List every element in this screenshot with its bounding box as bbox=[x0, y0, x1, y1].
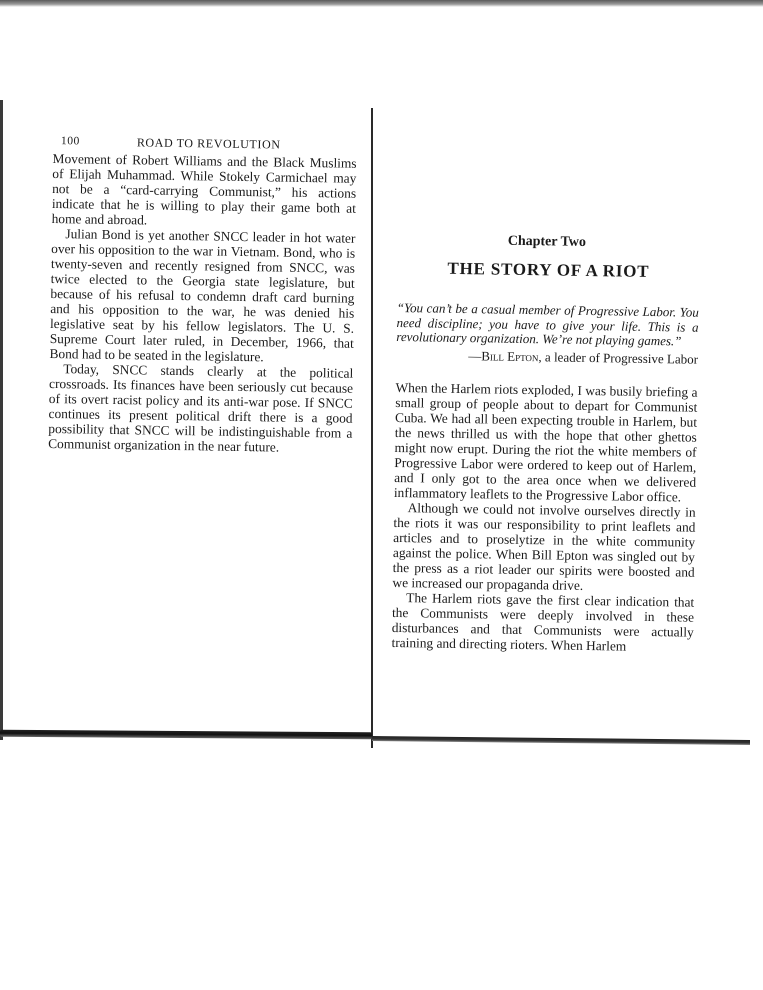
body-paragraph: Although we could not involve ourselves directly in the riots it was our responsibility to print leaflets and articles and to proselytize in the white community against the police. When Bill Epton was singled out by the press as a riot leader our spirits were boosted and we increased our propaganda drive. bbox=[392, 499, 696, 593]
chapter-title: THE STORY OF A RIOT bbox=[447, 258, 650, 281]
scan-left-edge bbox=[0, 100, 3, 740]
attribution-name: Bill Epton bbox=[481, 347, 539, 364]
attribution-role: , a leader of Progressive Labor bbox=[538, 348, 699, 367]
attribution-dash: — bbox=[468, 347, 482, 363]
body-paragraph: The Harlem riots gave the first clear indication that the Communists were deeply involved in these disturbances and that Communists were actually training and directing rioters. When Harlem bbox=[391, 589, 695, 654]
page-number: 100 bbox=[60, 135, 81, 148]
body-paragraph: Today, SNCC stands clearly at the political crossroads. Its finances have been seriously cut because of its overt racist policy and its anti-war pose. If SNCC continues its present political drift there is a good possibility that SNCC will be indistinguishable from a Communist organization in the near future. bbox=[48, 361, 354, 455]
body-paragraph: Julian Bond is yet another SNCC leader in hot water over his opposition to the war in Vietnam. Bond, who is twenty-seven and recently resigned from SNCC, was twice elected to the Georgia state legislature, but because of his refusal to condemn draft card burning and his opposition to the war, he was denied his legislative seat by his fellow legislators. The U. S. Supreme Court later ruled, in December, 1966, that Bond had to be seated in the legislature. bbox=[49, 226, 356, 365]
chapter-label: Chapter Two bbox=[507, 233, 587, 250]
book-gutter bbox=[371, 108, 373, 748]
right-page bbox=[391, 232, 700, 654]
running-head-title: ROAD TO REVOLUTION bbox=[136, 135, 281, 152]
scan-bottom-edge-right bbox=[372, 736, 750, 745]
left-page bbox=[48, 134, 357, 456]
scan-bottom-edge-left bbox=[0, 730, 372, 740]
epigraph-attribution bbox=[396, 346, 698, 366]
scan-top-edge bbox=[0, 0, 763, 7]
body-paragraph: Movement of Robert Williams and the Black Muslims of Elijah Muhammad. While Stokely Carmichael may not be a “card-carrying Communist,” his actions indicate that he is willing to play their game both at home and abroad. bbox=[51, 150, 357, 228]
body-paragraph: When the Harlem riots exploded, I was busily briefing a small group of people about to depart for Communist Cuba. We had all been expecting trouble in Harlem, but the news thrilled us with the hope that other ghettos might now erupt. During the riot the white members of Progressive Labor were ordered to keep out of Harlem, and I only got to the area once when we delivered inflammatory leaflets to the Progressive Labor office. bbox=[393, 379, 698, 504]
epigraph: “You can’t be a casual member of Progressive Labor. You need discipline; you have to give your life. This is a revolutionary organization. We’re not playing games.” bbox=[396, 299, 699, 349]
